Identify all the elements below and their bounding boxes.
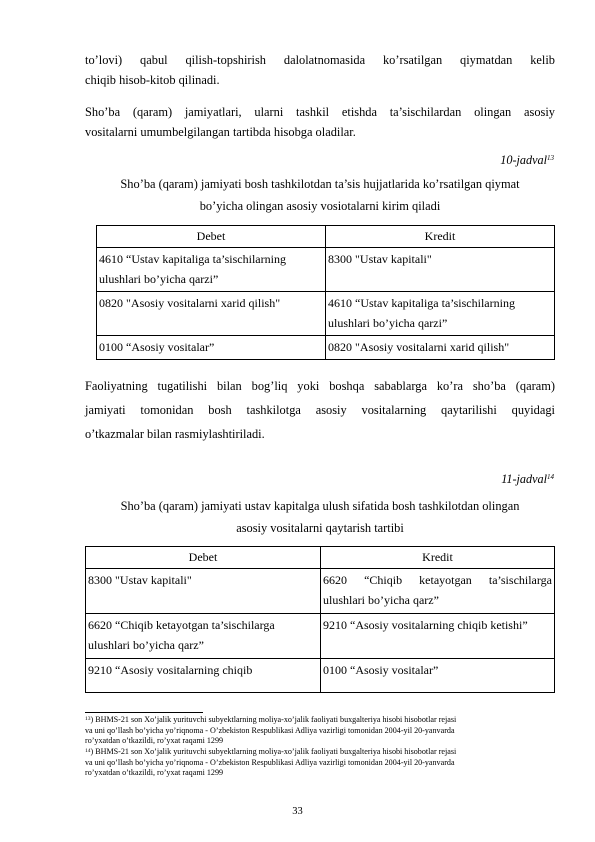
footnote-line: ) BHMS-21 son Xo’jalik yurituvchi subyektlarning moliya-xo’jalik faoliyati buxgalteriya hisobi hisobotlar rejasi bbox=[90, 715, 457, 724]
footnote-separator bbox=[85, 712, 203, 713]
column-header-kredit: Kredit bbox=[326, 226, 555, 248]
paragraph-1 bbox=[85, 50, 555, 90]
paragraph-line: chiqib hisob-kitob qilinadi. bbox=[85, 73, 220, 87]
caption-line: bo’yicha olingan asosiy vosiotalarni kirim qiladi bbox=[199, 199, 441, 213]
debet-cell: 4610 “Ustav kapitaliga ta’sischilarning ulushlari bo’yicha qarzi” bbox=[97, 248, 326, 292]
paragraph-3 bbox=[85, 376, 555, 444]
paragraph-line: to’lovi) qabul qilish-topshirish dalolatnomasida ko’rsatilgan qiymatdan kelib bbox=[85, 53, 555, 67]
kredit-cell: 6620 “Chiqib ketayotgan ta’sischilarga ulushlari bo’yicha qarz” bbox=[321, 569, 555, 614]
column-header-debet: Debet bbox=[97, 226, 326, 248]
debet-cell: 8300 "Ustav kapitali" bbox=[86, 569, 321, 614]
table-11 bbox=[85, 546, 555, 693]
column-header-kredit: Kredit bbox=[321, 547, 555, 569]
footnote-line: va uni qo’llash bo’yicha yo’riqnoma - O’zbekiston Respublikasi Adliya vazirligi tomonidan 2004-yil 20-yanvarda bbox=[85, 725, 455, 735]
kredit-cell: 4610 “Ustav kapitaliga ta’sischilarning ulushlari bo’yicha qarzi” bbox=[326, 292, 555, 336]
table-10-label: 10-jadval$^{13}$ bbox=[500, 153, 554, 167]
debet-cell: 9210 “Asosiy vositalarning chiqib bbox=[86, 659, 321, 693]
paragraph-line: Faoliyatning tugatilishi bilan bog’liq yoki boshqa sabablarga ko’ra sho’ba (qaram) bbox=[85, 379, 555, 393]
footnote-ref: 14 bbox=[547, 473, 554, 481]
footnote-line: ro’yxatdan o’tkazildi, ro’yxat raqami 1299 bbox=[85, 736, 224, 745]
debet-cell: 6620 “Chiqib ketayotgan ta’sischilarga ulushlari bo’yicha qarz” bbox=[86, 614, 321, 659]
debet-cell: 0820 "Asosiy vositalarni xarid qilish" bbox=[97, 292, 326, 336]
table-11-caption bbox=[85, 495, 555, 539]
caption-line: Sho’ba (qaram) jamiyati ustav kapitalga ulush sifatida bosh tashkilotdan olingan bbox=[120, 499, 520, 513]
paragraph-2 bbox=[85, 102, 555, 142]
paragraph-line: o’tkazmalar bilan rasmiylashtiriladi. bbox=[85, 427, 265, 441]
kredit-cell: 0820 "Asosiy vositalarni xarid qilish" bbox=[326, 336, 555, 360]
footnote-line: va uni qo’llash bo’yicha yo’riqnoma - O’zbekiston Respublikasi Adliya vazirligi tomonidan 2004-yil 20-yanvarda bbox=[85, 757, 455, 767]
footnote-line: ) BHMS-21 son Xo’jalik yurituvchi subyektlarning moliya-xo’jalik faoliyati buxgalteriya hisobi hisobotlar rejasi bbox=[90, 747, 457, 756]
debet-cell: 0100 “Asosiy vositalar” bbox=[97, 336, 326, 360]
kredit-cell: 9210 “Asosiy vositalarning chiqib ketishi” bbox=[321, 614, 555, 659]
footnote-number: 13 bbox=[85, 716, 91, 722]
caption-line: asosiy vositalarni qaytarish tartibi bbox=[236, 521, 404, 535]
caption-line: Sho’ba (qaram) jamiyati bosh tashkilotdan ta’sis hujjatlarida ko’rsatilgan qiymat bbox=[120, 177, 520, 191]
footnote-14 bbox=[85, 747, 555, 779]
column-header-debet: Debet bbox=[86, 547, 321, 569]
paragraph-line: jamiyati tomonidan bosh tashkilotga asosiy vositalarning qaytarilishi quyidagi bbox=[85, 403, 555, 417]
page-number: 33 bbox=[292, 806, 303, 817]
footnote-ref: 13 bbox=[547, 154, 554, 162]
footnote-13 bbox=[85, 715, 555, 747]
table-11-label: 11-jadval$^{14}$ bbox=[501, 472, 554, 486]
kredit-cell: 0100 “Asosiy vositalar” bbox=[321, 659, 555, 693]
footnote-line: ro’yxatdan o’tkazildi, ro’yxat raqami 1299 bbox=[85, 768, 224, 777]
table-10-caption bbox=[85, 173, 555, 217]
kredit-cell: 8300 "Ustav kapitali" bbox=[326, 248, 555, 292]
paragraph-line: Sho’ba (qaram) jamiyatlari, ularni tashkil etishda ta’sischilardan olingan asosiy bbox=[85, 105, 555, 119]
footnote-number: 14 bbox=[85, 748, 91, 754]
table-10 bbox=[96, 225, 555, 360]
paragraph-line: vositalarni umumbelgilangan tartibda hisobga oladilar. bbox=[85, 125, 356, 139]
